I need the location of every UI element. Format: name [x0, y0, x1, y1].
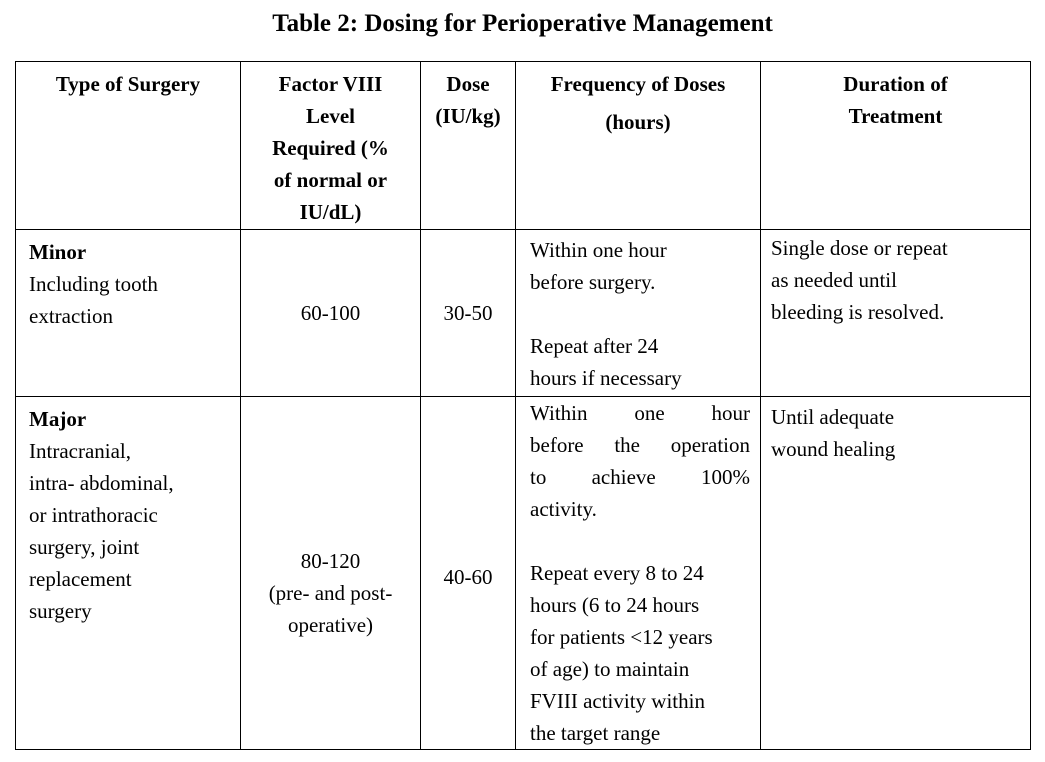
minor-frequency-cell: Within one hour before surgery. Repeat after 24 hours if necessary: [516, 230, 761, 397]
minor-factor-cell: 60-100: [241, 230, 421, 397]
major-category: Major: [29, 407, 87, 431]
major-factor-cell: 80-120 (pre- and post- operative): [241, 397, 421, 750]
major-duration-cell: Until adequate wound healing: [761, 397, 1031, 750]
minor-duration-cell: Single dose or repeat as needed until bleeding is resolved.: [761, 230, 1031, 397]
header-dose: Dose (IU/kg): [421, 62, 516, 230]
major-frequency-cell: Within one hour before the operation to achieve 100% activity. Repeat every 8 to 24 hours (6 to 24 hours for patients <12 years of age) to maintain FVIII activity within the target range: [516, 397, 761, 750]
table-title: Table 2: Dosing for Perioperative Management: [272, 10, 773, 37]
minor-surgery-cell: Minor Including tooth extraction: [16, 230, 241, 397]
dosing-table: [15, 61, 1031, 750]
major-dose-cell: 40-60: [421, 397, 516, 750]
header-frequency: Frequency of Doses (hours): [516, 62, 761, 230]
header-type-of-surgery: Type of Surgery: [16, 62, 241, 230]
major-surgery-cell: Major Intracranial, intra- abdominal, or intrathoracic surgery, joint replacement surgery: [16, 397, 241, 750]
minor-category: Minor: [29, 240, 87, 264]
table-row-major: [16, 397, 1031, 750]
table-row-minor: [16, 230, 1031, 397]
header-row: [16, 62, 1031, 230]
header-duration: Duration of Treatment: [761, 62, 1031, 230]
minor-dose-cell: 30-50: [421, 230, 516, 397]
header-factor-level: Factor VIII Level Required (% of normal or IU/dL): [241, 62, 421, 230]
